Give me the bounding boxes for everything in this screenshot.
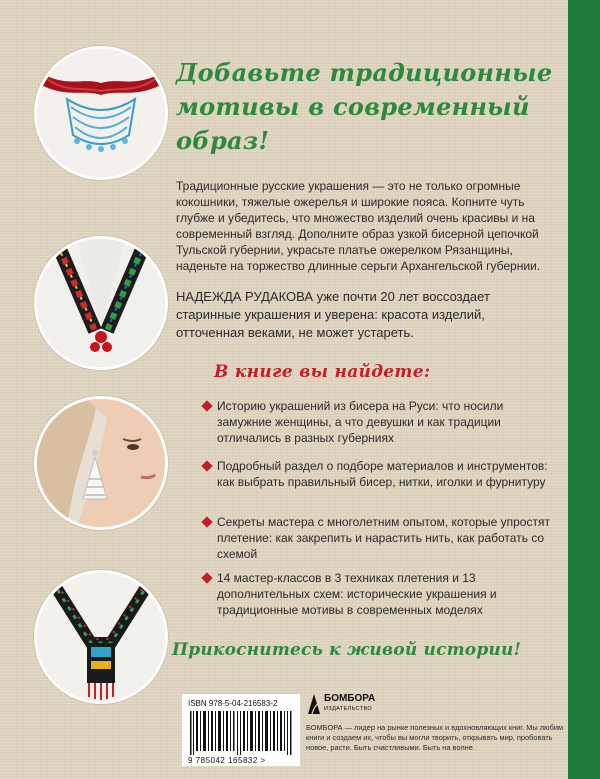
publisher-name: БОМБОРА [324,693,376,704]
author-paragraph: НАДЕЖДА РУДАКОВА уже почти 20 лет воссоздает старинные украшения и уверена: красота изделий, отточенная веками, не может устареть. [176,289,490,340]
beaded-collar-necklace-photo [34,46,168,180]
list-item [200,458,560,490]
intro-paragraph: Традиционные русские украшения — это не только огромные кокошники, тяжелые ожерелья и широкие пояса. Копните чуть глубже и убедитесь, что множество изделий очень красивы и на современный взгляд. Дополните образ узкой бисерной цепочкой Тульской губернии, украсьте платье ожерелком Рязанщины, наденьте на торжество длинные серьги Архангельской губернии. [176,179,541,273]
publisher-description: БОМБОРА — лидер на рынке полезных и вдохновляющих книг. Мы любим книги и создаем их, чтобы вы могли творить, открывать мир, пробовать новое, расти. Быть счастливыми. Быть на волне. [306,723,564,752]
publisher-subtitle: ИЗДАТЕЛЬСТВО [324,706,373,712]
feature-text: Подробный раздел о подборе материалов и инструментов: как выбрать правильный бисер, нитки, иголки и фурнитуру [217,459,548,489]
beaded-gerdan-necklace-photo [34,570,168,704]
headline: Добавьте традиционные мотивы в современный образ! [176,58,553,155]
diamond-bullet-icon [201,516,212,527]
feature-text: Секреты мастера с многолетним опытом, которые упростят плетение: как закрепить и нарастить нить, как работать со схемой [217,515,550,561]
features-title: В книге вы найдете: [214,362,431,382]
tagline: Прикоснитесь к живой истории! [172,640,522,660]
isbn-number: ISBN 978-5-04-216583-2 [188,699,278,708]
geometric-beaded-necklace-photo [34,236,168,370]
list-item [200,570,560,618]
barcode-icon [190,711,292,755]
beaded-earring-photo [34,396,168,530]
feature-text: 14 мастер-классов в 3 техниках плетения и 13 дополнительных схем: исторические украшения и традиционные мотивы в современных моделях [217,571,497,617]
diamond-bullet-icon [201,460,212,471]
barcode-number: 9 785042 165832 > [188,756,266,765]
green-spine-strip [568,0,600,779]
feature-text: Историю украшений из бисера на Руси: что носили замужние женщины, а что девушки и как традиции отличались в разных губерниях [217,399,504,445]
list-item [200,514,560,562]
list-item [200,398,560,446]
diamond-bullet-icon [201,400,212,411]
barcode-block [182,694,300,766]
diamond-bullet-icon [201,572,212,583]
